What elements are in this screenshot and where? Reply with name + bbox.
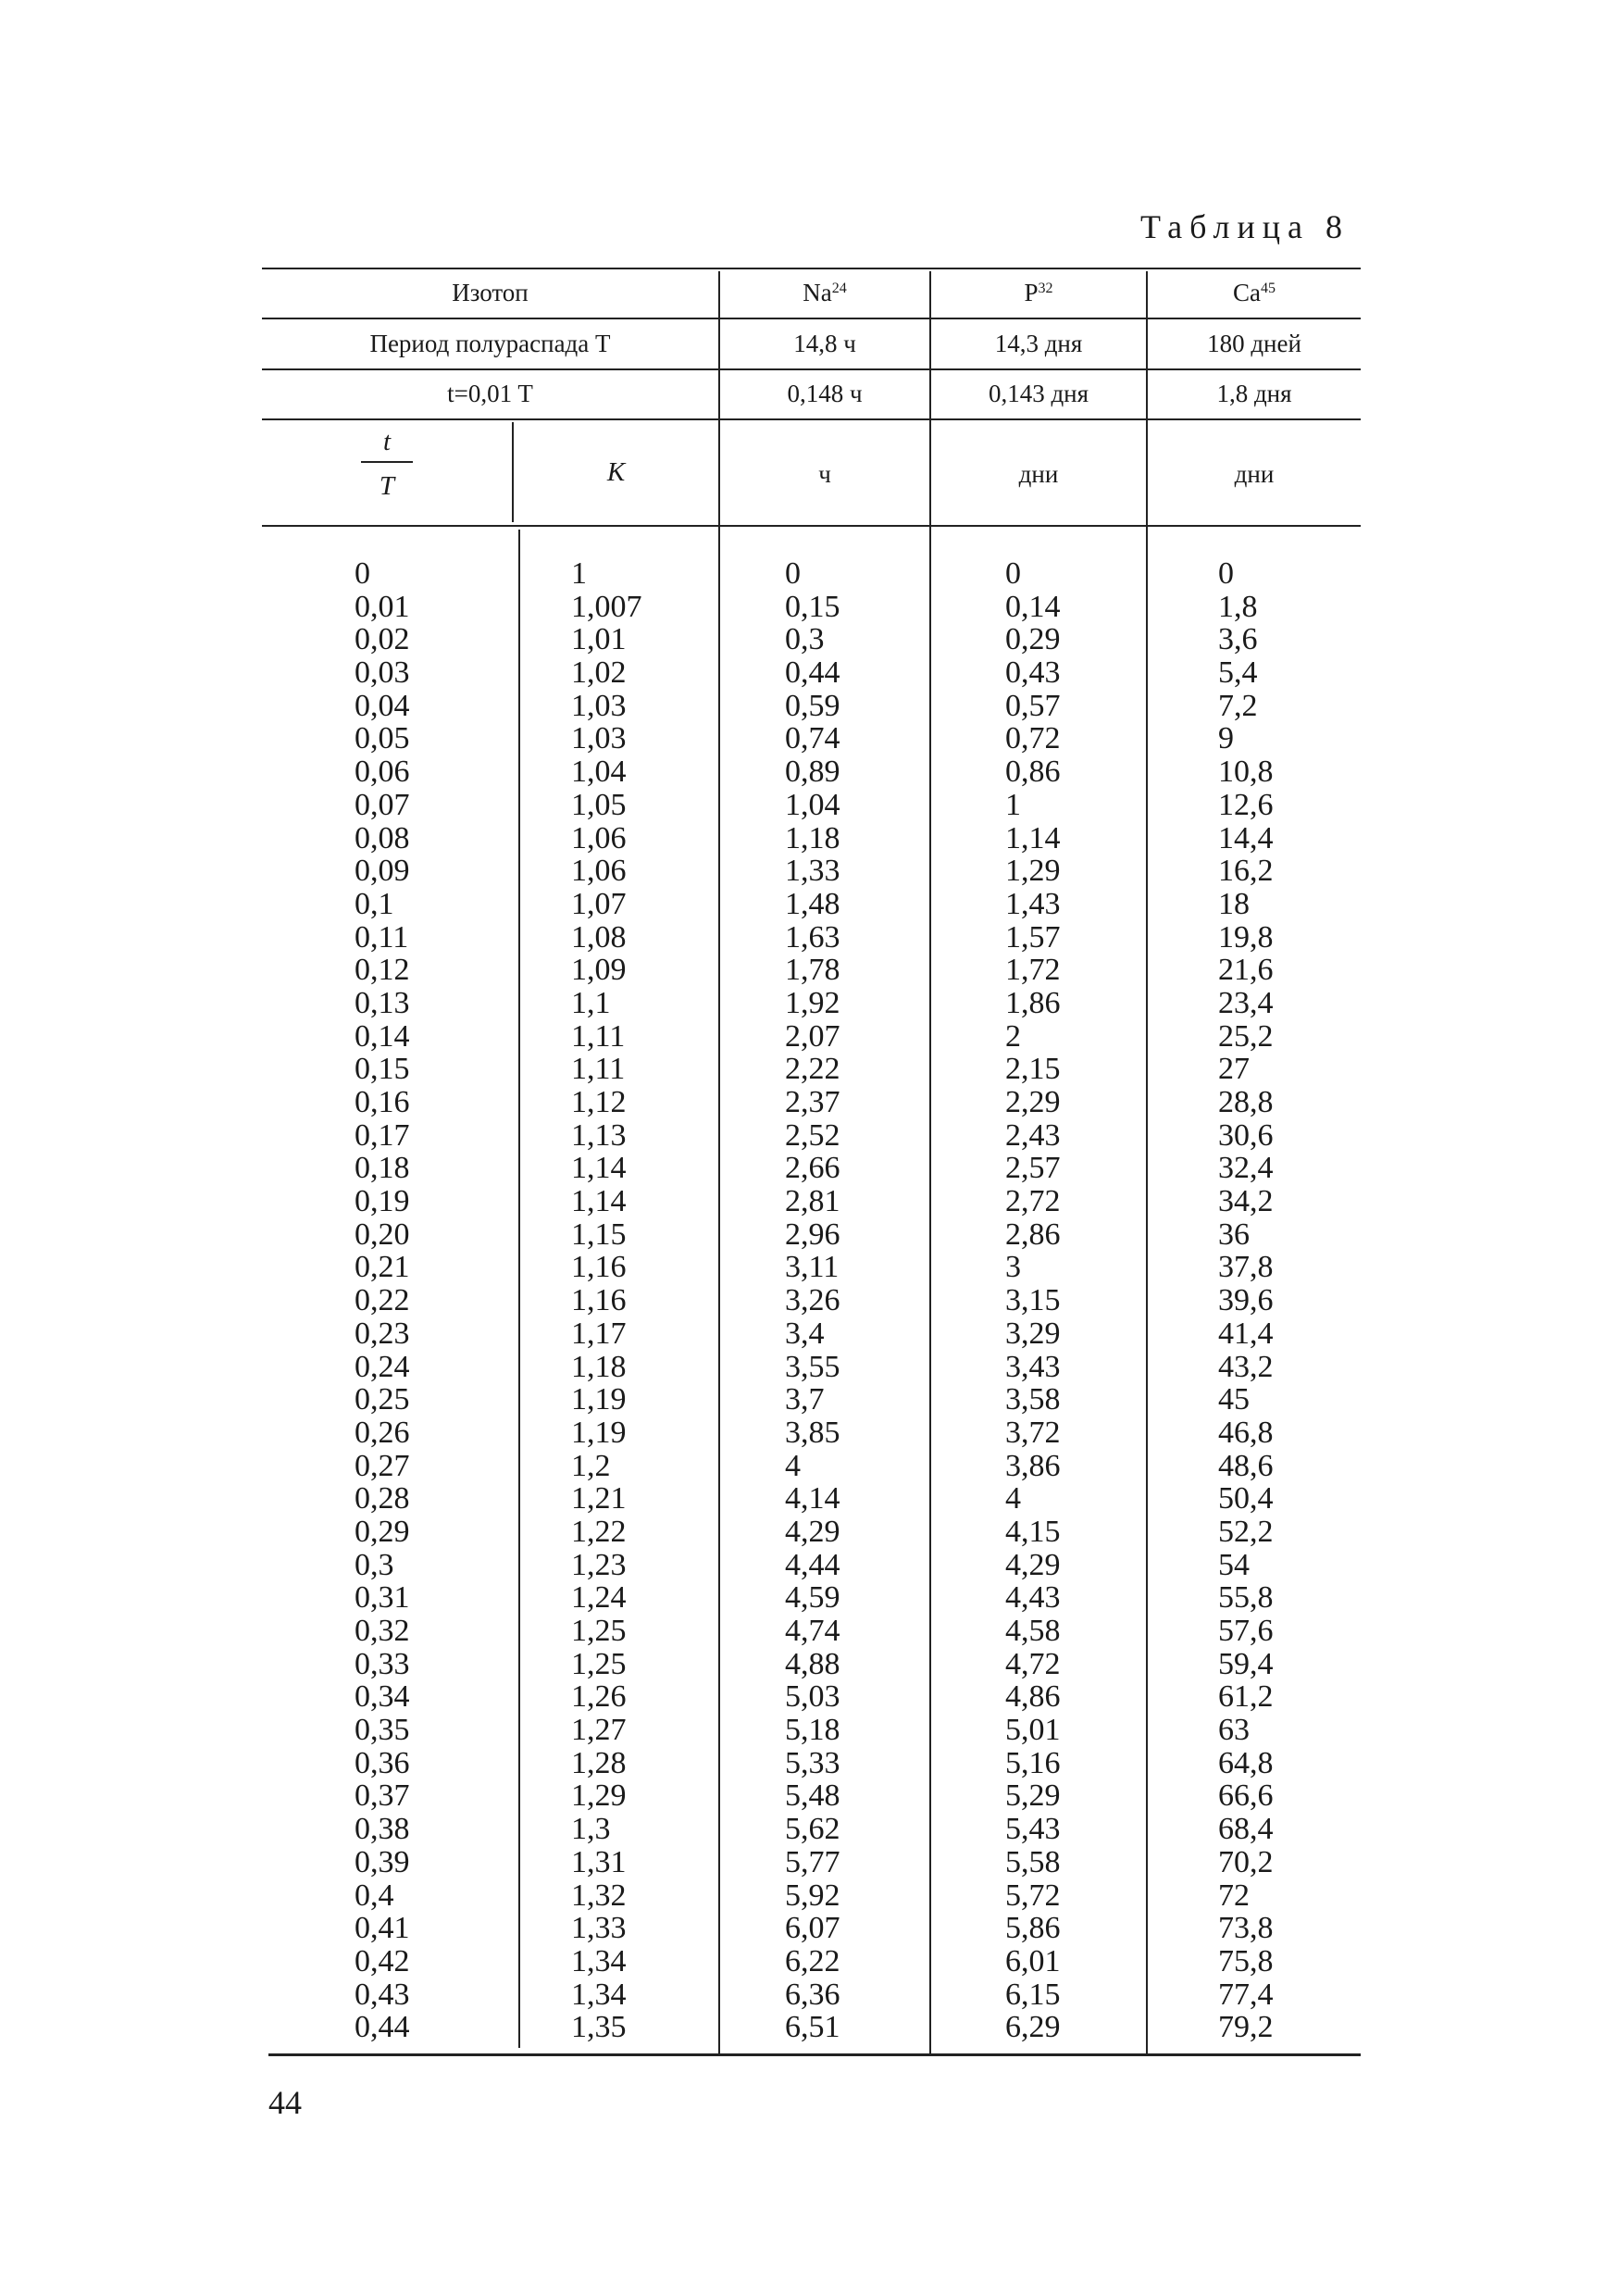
cell-na24-38: 5,62	[785, 1812, 840, 1847]
cell-k-44: 1,35	[571, 2010, 627, 2045]
cell-t-over-t-31: 0,31	[355, 1580, 410, 1616]
cell-p32-4: 0,57	[1005, 688, 1061, 723]
unit-ca45: дни	[1234, 460, 1275, 488]
cell-k-12: 1,09	[571, 953, 627, 988]
cell-t-over-t-2: 0,02	[355, 622, 410, 657]
cell-t-over-t-26: 0,26	[355, 1415, 410, 1450]
cell-t-over-t-42: 0,42	[355, 1943, 410, 1978]
cell-p32-9: 1,29	[1005, 854, 1061, 889]
header-bottom-rule	[262, 525, 1361, 527]
cell-t-over-t-25: 0,25	[355, 1382, 410, 1417]
cell-k-3: 1,02	[571, 655, 627, 691]
cell-p32-28: 4	[1005, 1481, 1021, 1516]
column-t-over-T	[355, 557, 410, 2044]
cell-t-over-t-24: 0,24	[355, 1349, 410, 1384]
cell-ca45-23: 41,4	[1218, 1316, 1274, 1351]
cell-ca45-32: 57,6	[1218, 1614, 1274, 1648]
cell-ca45-27: 48,6	[1218, 1448, 1274, 1483]
cell-na24-22: 3,26	[785, 1283, 840, 1318]
cell-na24-19: 2,81	[785, 1184, 840, 1219]
cell-k-41: 1,33	[571, 1911, 627, 1946]
cell-p32-42: 6,01	[1005, 1943, 1061, 1978]
cell-k-10: 1,07	[571, 886, 627, 921]
cell-ca45-24: 43,2	[1218, 1349, 1274, 1384]
divider-ca-left	[1146, 271, 1148, 2053]
cell-na24-1: 0,15	[785, 589, 840, 624]
column-na24	[785, 557, 840, 2044]
cell-p32-11: 1,57	[1005, 919, 1061, 955]
cell-t-over-t-19: 0,19	[355, 1184, 410, 1219]
cell-na24-40: 5,92	[785, 1878, 840, 1913]
cell-na24-3: 0,44	[785, 655, 840, 691]
cell-p32-40: 5,72	[1005, 1878, 1061, 1913]
cell-k-30: 1,23	[571, 1547, 627, 1582]
cell-t-over-t-14: 0,14	[355, 1018, 410, 1054]
cell-na24-34: 5,03	[785, 1679, 840, 1715]
cell-p32-5: 0,72	[1005, 721, 1061, 756]
ratio-numerator: t	[382, 427, 392, 456]
cell-ca45-5: 9	[1218, 721, 1234, 756]
cell-p32-3: 0,43	[1005, 655, 1061, 691]
cell-t-over-t-9: 0,09	[355, 854, 410, 889]
cell-ca45-37: 66,6	[1218, 1778, 1274, 1814]
cell-t-over-t-29: 0,29	[355, 1514, 410, 1549]
cell-ca45-38: 68,4	[1218, 1812, 1274, 1847]
cell-na24-10: 1,48	[785, 886, 840, 921]
cell-ca45-4: 7,2	[1218, 688, 1258, 723]
ratio-header	[262, 426, 512, 502]
half-life-label: Период полураспада T	[369, 330, 611, 357]
cell-k-8: 1,06	[571, 820, 627, 855]
half-life-ca45: 180 дней	[1207, 330, 1301, 357]
cell-ca45-16: 28,8	[1218, 1085, 1274, 1119]
cell-p32-13: 1,86	[1005, 985, 1061, 1020]
header-rule-2	[262, 368, 1361, 370]
cell-k-7: 1,05	[571, 787, 627, 822]
cell-ca45-12: 21,6	[1218, 953, 1274, 988]
cell-na24-32: 4,74	[785, 1614, 840, 1648]
cell-ca45-40: 72	[1218, 1878, 1250, 1913]
cell-k-22: 1,16	[571, 1283, 627, 1318]
cell-ca45-22: 39,6	[1218, 1283, 1274, 1318]
cell-t-over-t-12: 0,12	[355, 953, 410, 988]
cell-p32-37: 5,29	[1005, 1778, 1061, 1814]
cell-t-over-t-37: 0,37	[355, 1778, 410, 1814]
cell-ca45-14: 25,2	[1218, 1018, 1274, 1054]
cell-k-27: 1,2	[571, 1448, 611, 1483]
cell-na24-28: 4,14	[785, 1481, 840, 1516]
cell-ca45-8: 14,4	[1218, 820, 1274, 855]
cell-k-1: 1,007	[571, 589, 642, 624]
cell-ca45-9: 16,2	[1218, 854, 1274, 889]
cell-ca45-29: 52,2	[1218, 1514, 1274, 1549]
cell-t-over-t-38: 0,38	[355, 1812, 410, 1847]
cell-na24-29: 4,29	[785, 1514, 840, 1549]
cell-ca45-7: 12,6	[1218, 787, 1274, 822]
cell-na24-25: 3,7	[785, 1382, 825, 1417]
cell-t-over-t-39: 0,39	[355, 1844, 410, 1879]
cell-t-over-t-18: 0,18	[355, 1151, 410, 1186]
cell-t-over-t-3: 0,03	[355, 655, 410, 691]
cell-p32-2: 0,29	[1005, 622, 1061, 657]
cell-ca45-28: 50,4	[1218, 1481, 1274, 1516]
cell-ca45-41: 73,8	[1218, 1911, 1274, 1946]
cell-k-32: 1,25	[571, 1614, 627, 1648]
cell-na24-8: 1,18	[785, 820, 840, 855]
cell-k-40: 1,32	[571, 1878, 627, 1913]
cell-p32-14: 2	[1005, 1018, 1021, 1054]
cell-ca45-10: 18	[1218, 886, 1250, 921]
isotope-ca45	[1148, 274, 1361, 311]
cell-ca45-21: 37,8	[1218, 1250, 1274, 1285]
cell-p32-26: 3,72	[1005, 1415, 1061, 1450]
cell-k-21: 1,16	[571, 1250, 627, 1285]
cell-k-20: 1,15	[571, 1217, 627, 1252]
cell-k-16: 1,12	[571, 1085, 627, 1119]
cell-k-37: 1,29	[571, 1778, 627, 1814]
cell-t-over-t-27: 0,27	[355, 1448, 410, 1483]
cell-p32-30: 4,29	[1005, 1547, 1061, 1582]
unit-na24: ч	[818, 460, 831, 488]
cell-k-18: 1,14	[571, 1151, 627, 1186]
cell-p32-12: 1,72	[1005, 953, 1061, 988]
cell-p32-43: 6,15	[1005, 1977, 1061, 2012]
cell-ca45-36: 64,8	[1218, 1745, 1274, 1780]
cell-na24-24: 3,55	[785, 1349, 840, 1384]
header-rule-3	[262, 418, 1361, 420]
isotope-na24	[720, 274, 929, 311]
cell-na24-41: 6,07	[785, 1911, 840, 1946]
cell-p32-10: 1,43	[1005, 886, 1061, 921]
cell-ca45-33: 59,4	[1218, 1646, 1274, 1681]
cell-ca45-39: 70,2	[1218, 1844, 1274, 1879]
cell-na24-35: 5,18	[785, 1713, 840, 1748]
ratio-bar	[361, 461, 413, 463]
half-life-p32: 14,3 дня	[994, 330, 1083, 357]
cell-k-25: 1,19	[571, 1382, 627, 1417]
time-step-ca45: 1,8 дня	[1216, 380, 1292, 407]
cell-t-over-t-7: 0,07	[355, 787, 410, 822]
cell-na24-20: 2,96	[785, 1217, 840, 1252]
cell-k-4: 1,03	[571, 688, 627, 723]
cell-na24-7: 1,04	[785, 787, 840, 822]
cell-ca45-2: 3,6	[1218, 622, 1258, 657]
cell-na24-31: 4,59	[785, 1580, 840, 1616]
cell-k-28: 1,21	[571, 1481, 627, 1516]
cell-t-over-t-4: 0,04	[355, 688, 410, 723]
isotope-label: Изотоп	[452, 279, 529, 306]
cell-k-39: 1,31	[571, 1844, 627, 1879]
cell-k-9: 1,06	[571, 854, 627, 889]
cell-na24-42: 6,22	[785, 1943, 840, 1978]
cell-ca45-11: 19,8	[1218, 919, 1274, 955]
cell-p32-7: 1	[1005, 787, 1021, 822]
cell-k-14: 1,11	[571, 1018, 626, 1054]
cell-na24-14: 2,07	[785, 1018, 840, 1054]
isotope-na24-symbol: Na	[803, 279, 832, 306]
cell-t-over-t-41: 0,41	[355, 1911, 410, 1946]
cell-k-29: 1,22	[571, 1514, 627, 1549]
unit-p32: дни	[1018, 460, 1059, 488]
cell-t-over-t-1: 0,01	[355, 589, 410, 624]
cell-p32-21: 3	[1005, 1250, 1021, 1285]
cell-na24-37: 5,48	[785, 1778, 840, 1814]
cell-na24-44: 6,51	[785, 2010, 840, 2045]
cell-na24-4: 0,59	[785, 688, 840, 723]
isotope-p32-mass: 32	[1038, 281, 1053, 296]
cell-t-over-t-15: 0,15	[355, 1052, 410, 1087]
cell-k-11: 1,08	[571, 919, 627, 955]
cell-t-over-t-28: 0,28	[355, 1481, 410, 1516]
cell-ca45-1: 1,8	[1218, 589, 1258, 624]
cell-ca45-3: 5,4	[1218, 655, 1258, 691]
cell-k-42: 1,34	[571, 1943, 627, 1978]
cell-k-43: 1,34	[571, 1977, 627, 2012]
cell-na24-26: 3,85	[785, 1415, 840, 1450]
cell-k-31: 1,24	[571, 1580, 627, 1616]
cell-k-15: 1,11	[571, 1052, 626, 1087]
cell-k-2: 1,01	[571, 622, 627, 657]
divider-p-left	[929, 271, 931, 2053]
cell-p32-22: 3,15	[1005, 1283, 1061, 1318]
cell-k-5: 1,03	[571, 721, 627, 756]
cell-p32-38: 5,43	[1005, 1812, 1061, 1847]
cell-p32-25: 3,58	[1005, 1382, 1061, 1417]
isotope-p32-symbol: P	[1024, 279, 1039, 306]
cell-na24-39: 5,77	[785, 1844, 840, 1879]
cell-ca45-25: 45	[1218, 1382, 1250, 1417]
cell-p32-20: 2,86	[1005, 1217, 1061, 1252]
cell-k-23: 1,17	[571, 1316, 627, 1351]
cell-t-over-t-30: 0,3	[355, 1547, 394, 1582]
cell-p32-15: 2,15	[1005, 1052, 1061, 1087]
cell-na24-9: 1,33	[785, 854, 840, 889]
cell-t-over-t-43: 0,43	[355, 1977, 410, 2012]
cell-na24-12: 1,78	[785, 953, 840, 988]
cell-p32-27: 3,86	[1005, 1448, 1061, 1483]
time-step-label: t=0,01 T	[447, 380, 533, 407]
cell-ca45-30: 54	[1218, 1547, 1250, 1582]
cell-ca45-26: 46,8	[1218, 1415, 1274, 1450]
cell-k-35: 1,27	[571, 1713, 627, 1748]
cell-t-over-t-21: 0,21	[355, 1250, 410, 1285]
cell-ca45-43: 77,4	[1218, 1977, 1274, 2012]
cell-p32-29: 4,15	[1005, 1514, 1061, 1549]
cell-t-over-t-40: 0,4	[355, 1878, 394, 1913]
cell-k-36: 1,28	[571, 1745, 627, 1780]
cell-p32-44: 6,29	[1005, 2010, 1061, 2045]
cell-k-26: 1,19	[571, 1415, 627, 1450]
cell-na24-0: 0	[785, 556, 801, 591]
cell-k-17: 1,13	[571, 1117, 627, 1153]
cell-t-over-t-0: 0	[355, 556, 370, 591]
cell-na24-33: 4,88	[785, 1646, 840, 1681]
cell-t-over-t-23: 0,23	[355, 1316, 410, 1351]
cell-p32-23: 3,29	[1005, 1316, 1061, 1351]
column-p32	[1005, 557, 1061, 2044]
cell-k-24: 1,18	[571, 1349, 627, 1384]
cell-t-over-t-17: 0,17	[355, 1117, 410, 1153]
cell-k-13: 1,1	[571, 985, 611, 1020]
cell-ca45-31: 55,8	[1218, 1580, 1274, 1616]
cell-ca45-15: 27	[1218, 1052, 1250, 1087]
cell-p32-0: 0	[1005, 556, 1021, 591]
cell-t-over-t-20: 0,20	[355, 1217, 410, 1252]
ratio-denominator: T	[379, 471, 395, 501]
cell-na24-21: 3,11	[785, 1250, 840, 1285]
cell-ca45-6: 10,8	[1218, 755, 1274, 790]
cell-na24-17: 2,52	[785, 1117, 840, 1153]
cell-na24-30: 4,44	[785, 1547, 840, 1582]
page-number: 44	[268, 2084, 302, 2121]
cell-p32-8: 1,14	[1005, 820, 1061, 855]
cell-ca45-0: 0	[1218, 556, 1234, 591]
cell-p32-18: 2,57	[1005, 1151, 1061, 1186]
cell-t-over-t-32: 0,32	[355, 1614, 410, 1648]
header-rule-1	[262, 318, 1361, 319]
cell-p32-39: 5,58	[1005, 1844, 1061, 1879]
column-ca45	[1218, 557, 1274, 2044]
top-rule	[262, 268, 1361, 269]
cell-p32-16: 2,29	[1005, 1085, 1061, 1119]
cell-p32-35: 5,01	[1005, 1713, 1061, 1748]
cell-t-over-t-35: 0,35	[355, 1713, 410, 1748]
cell-t-over-t-10: 0,1	[355, 886, 394, 921]
cell-ca45-18: 32,4	[1218, 1151, 1274, 1186]
cell-p32-17: 2,43	[1005, 1117, 1061, 1153]
cell-k-19: 1,14	[571, 1184, 627, 1219]
cell-p32-34: 4,86	[1005, 1679, 1061, 1715]
cell-na24-43: 6,36	[785, 1977, 840, 2012]
k-header: K	[606, 457, 626, 487]
cell-ca45-20: 36	[1218, 1217, 1250, 1252]
cell-na24-16: 2,37	[785, 1085, 840, 1119]
cell-na24-11: 1,63	[785, 919, 840, 955]
column-k	[571, 557, 642, 2044]
cell-t-over-t-36: 0,36	[355, 1745, 410, 1780]
cell-p32-33: 4,72	[1005, 1646, 1061, 1681]
cell-ca45-17: 30,6	[1218, 1117, 1274, 1153]
cell-ca45-13: 23,4	[1218, 985, 1274, 1020]
isotope-ca45-symbol: Ca	[1233, 279, 1261, 306]
cell-na24-23: 3,4	[785, 1316, 825, 1351]
cell-p32-31: 4,43	[1005, 1580, 1061, 1616]
cell-t-over-t-16: 0,16	[355, 1085, 410, 1119]
time-step-na24: 0,148 ч	[787, 380, 863, 407]
cell-na24-13: 1,92	[785, 985, 840, 1020]
cell-p32-6: 0,86	[1005, 755, 1061, 790]
cell-p32-32: 4,58	[1005, 1614, 1061, 1648]
cell-t-over-t-8: 0,08	[355, 820, 410, 855]
table-title: Таблица 8	[1140, 208, 1350, 245]
half-life-na24: 14,8 ч	[793, 330, 856, 357]
cell-na24-15: 2,22	[785, 1052, 840, 1087]
cell-k-0: 1	[571, 556, 587, 591]
cell-t-over-t-34: 0,34	[355, 1679, 410, 1715]
cell-ca45-34: 61,2	[1218, 1679, 1274, 1715]
cell-p32-24: 3,43	[1005, 1349, 1061, 1384]
cell-p32-1: 0,14	[1005, 589, 1061, 624]
isotope-p32	[931, 274, 1146, 311]
isotope-ca45-mass: 45	[1261, 281, 1276, 296]
cell-k-38: 1,3	[571, 1812, 611, 1847]
cell-ca45-35: 63	[1218, 1713, 1250, 1748]
cell-na24-36: 5,33	[785, 1745, 840, 1780]
cell-p32-19: 2,72	[1005, 1184, 1061, 1219]
cell-t-over-t-33: 0,33	[355, 1646, 410, 1681]
cell-na24-2: 0,3	[785, 622, 825, 657]
cell-na24-18: 2,66	[785, 1151, 840, 1186]
cell-na24-27: 4	[785, 1448, 801, 1483]
cell-ca45-42: 75,8	[1218, 1943, 1274, 1978]
cell-ca45-44: 79,2	[1218, 2010, 1274, 2045]
divider-k-left-body	[518, 530, 520, 2048]
cell-t-over-t-5: 0,05	[355, 721, 410, 756]
cell-t-over-t-13: 0,13	[355, 985, 410, 1020]
cell-na24-5: 0,74	[785, 721, 840, 756]
cell-k-34: 1,26	[571, 1679, 627, 1715]
cell-k-6: 1,04	[571, 755, 627, 790]
cell-t-over-t-11: 0,11	[355, 919, 409, 955]
time-step-p32: 0,143 дня	[988, 380, 1089, 407]
cell-p32-36: 5,16	[1005, 1745, 1061, 1780]
cell-t-over-t-44: 0,44	[355, 2010, 410, 2045]
table-bottom-rule	[268, 2053, 1361, 2056]
divider-na-left	[718, 271, 720, 2053]
cell-p32-41: 5,86	[1005, 1911, 1061, 1946]
isotope-na24-mass: 24	[831, 281, 847, 296]
cell-t-over-t-22: 0,22	[355, 1283, 410, 1318]
cell-na24-6: 0,89	[785, 755, 840, 790]
cell-t-over-t-6: 0,06	[355, 755, 410, 790]
cell-ca45-19: 34,2	[1218, 1184, 1274, 1219]
cell-k-33: 1,25	[571, 1646, 627, 1681]
